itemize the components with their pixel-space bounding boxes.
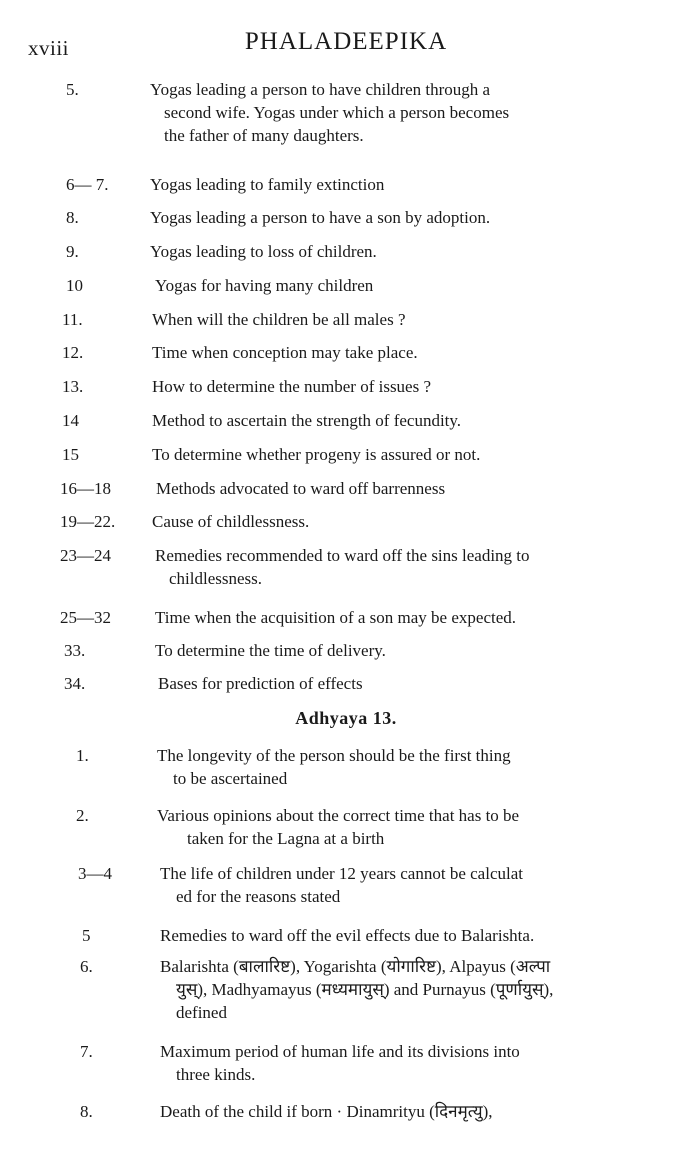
entry-line: Remedies recommended to ward off the sins leading to (155, 546, 530, 565)
entry-number: 6— 7. (66, 175, 109, 194)
entry-line: Cause of childlessness. (152, 512, 310, 531)
entry-text (160, 1040, 675, 1086)
entry-line: How to determine the number of issues ? (152, 377, 432, 396)
entry-text (152, 510, 667, 533)
entry-number: 3—4 (78, 864, 112, 883)
entry-line: Yogas for having many children (155, 276, 374, 295)
entry-number: 5 (82, 926, 91, 945)
entry-line: three kinds. (176, 1065, 256, 1084)
entry-text (155, 274, 670, 297)
entry-text (156, 477, 671, 500)
entry-line: Methods advocated to ward off barrenness (156, 479, 446, 498)
entry-text (152, 375, 667, 398)
entry-line: second wife. Yogas under which a person becomes (164, 103, 510, 122)
entry-line: Yogas leading to loss of children. (150, 242, 377, 261)
entry-line: ed for the reasons stated (176, 887, 341, 906)
entry-text (160, 924, 675, 947)
page-number: xviii (28, 36, 70, 60)
entry-number: 15 (62, 445, 79, 464)
entry-line: Balarishta (बालारिष्ट), Yogarishta (योगारिष्ट), Alpayus (अल्पा (160, 957, 551, 976)
entry-number: 34. (64, 674, 86, 693)
entry-number: 23—24 (60, 546, 111, 565)
entry-text (150, 206, 665, 229)
entry-text (155, 639, 670, 662)
entry-text (157, 804, 672, 850)
entry-line: Yogas leading a person to have children through a (150, 80, 491, 99)
entry-number: 5. (66, 80, 79, 99)
entry-text (150, 173, 665, 196)
entry-line: Death of the child if born · Dinamrityu (दिनमृत्यु), (160, 1102, 493, 1121)
entry-number: 2. (76, 806, 89, 825)
entry-line: When will the children be all males ? (152, 310, 406, 329)
entry-text (152, 443, 667, 466)
entry-number: 8. (80, 1102, 93, 1121)
entry-line: To determine the time of delivery. (155, 641, 386, 660)
entry-text (152, 409, 667, 432)
entry-number: 14 (62, 411, 79, 430)
entry-line: Maximum period of human life and its divisions into (160, 1042, 520, 1061)
entry-line: childlessness. (169, 569, 263, 588)
entry-line: The longevity of the person should be the first thing (157, 746, 511, 765)
entry-number: 12. (62, 343, 84, 362)
entry-number: 9. (66, 242, 79, 261)
entry-number: 6. (80, 957, 93, 976)
entry-line: Remedies to ward off the evil effects due to Balarishta. (160, 926, 535, 945)
entry-text (160, 955, 675, 1024)
entry-number: 7. (80, 1042, 93, 1061)
entry-number: 16—18 (60, 479, 111, 498)
entry-line: Time when conception may take place. (152, 343, 418, 362)
entry-line: Time when the acquisition of a son may be expected. (155, 608, 517, 627)
entry-line: The life of children under 12 years cannot be calculat (160, 864, 523, 883)
entry-number: 10 (66, 276, 83, 295)
entry-line: Method to ascertain the strength of fecundity. (152, 411, 462, 430)
entry-number: 8. (66, 208, 79, 227)
entry-line: Various opinions about the correct time that has to be (157, 806, 520, 825)
running-title: PHALADEEPIKA (244, 28, 448, 55)
section-heading: Adhyaya 13. (295, 708, 397, 728)
entry-text (160, 1100, 675, 1123)
entry-line: taken for the Lagna at a birth (187, 829, 385, 848)
entry-line: defined (176, 1003, 227, 1022)
entry-line: Yogas leading a person to have a son by adoption. (150, 208, 491, 227)
entry-line: To determine whether progeny is assured or not. (152, 445, 481, 464)
entry-number: 33. (64, 641, 86, 660)
entry-text (152, 341, 667, 364)
entry-line: युस्), Madhyamayus (मध्यमायुस्) and Purnayus (पूर्णायुस्), (176, 980, 554, 999)
entry-line: Bases for prediction of effects (158, 674, 363, 693)
entry-text (150, 240, 665, 263)
entry-text (158, 672, 673, 695)
entry-text (157, 744, 672, 790)
entry-line: Yogas leading to family extinction (150, 175, 385, 194)
entry-text (160, 862, 675, 908)
entry-line: to be ascertained (173, 769, 288, 788)
entry-text (152, 308, 667, 331)
entry-text (155, 544, 670, 590)
entry-text (150, 78, 665, 147)
entry-number: 13. (62, 377, 84, 396)
entry-line: the father of many daughters. (164, 126, 364, 145)
entry-number: 11. (62, 310, 83, 329)
entry-number: 19—22. (60, 512, 116, 531)
entry-number: 1. (76, 746, 89, 765)
entry-text (155, 606, 670, 629)
entry-number: 25—32 (60, 608, 111, 627)
